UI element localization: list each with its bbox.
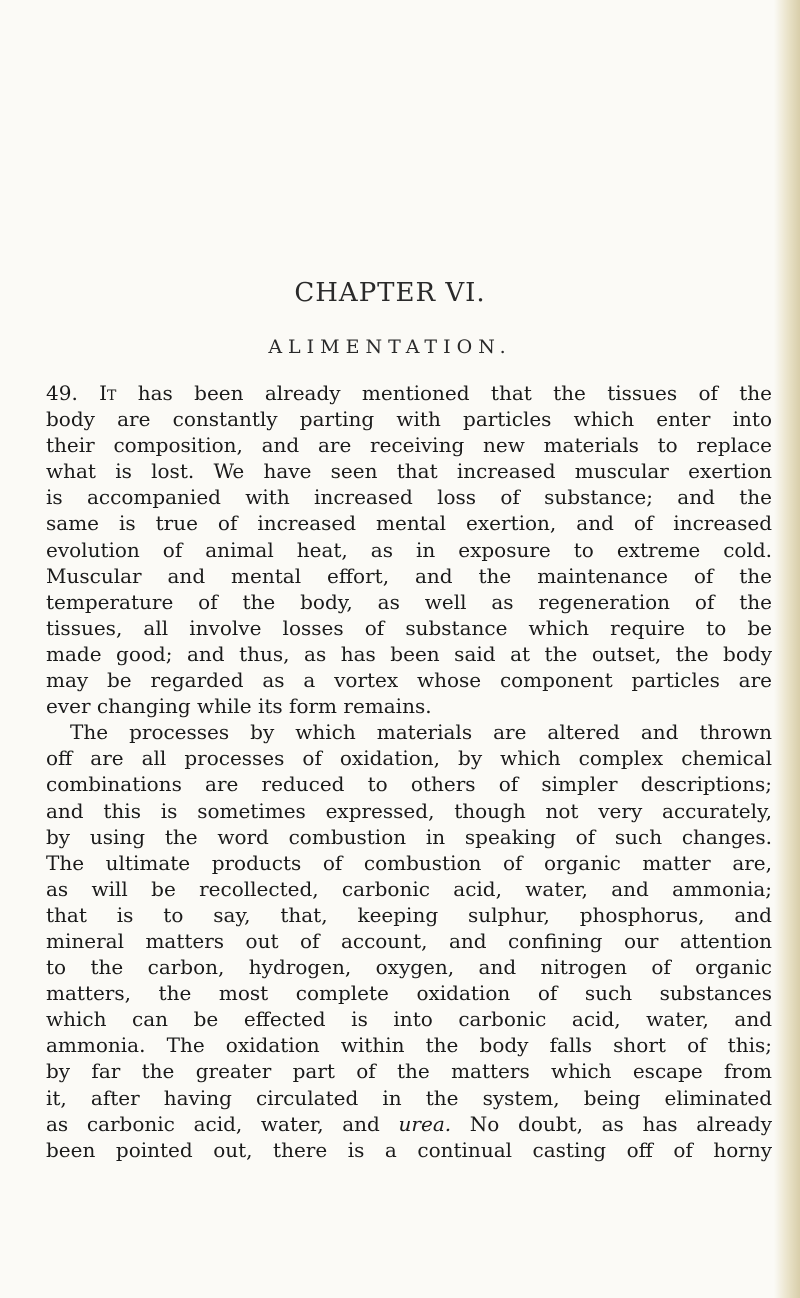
text-line: The processes by which materials are altered and thrown [70,720,772,745]
text-line: same is true of increased mental exertion, and of increased [46,511,772,536]
text-line: by using the word combustion in speaking of such changes. [46,824,772,849]
text-line: Muscular and mental effort, and the maintenance of the [46,563,772,588]
text-line-content: No doubt, as has already [469,1111,772,1136]
text-line: tissues, all involve losses of substance which require to be [46,615,772,640]
page-edge-shadow [774,0,800,1298]
chapter-subtitle: ALIMENTATION. [268,336,512,358]
text-line: temperature of the body, as well as regeneration of the [46,589,772,614]
text-line: been pointed out, there is a continual casting off of horny [46,1137,772,1162]
text-line: as will be recollected, carbonic acid, water, and ammonia; [46,876,772,901]
text-line-content: It has been already mentioned that the tissues of the [99,381,772,405]
text-line: their composition, and are receiving new materials to replace [46,433,772,458]
paragraph-number: 49. [46,381,78,405]
text-line: what is lost. We have seen that increased muscular exertion [46,459,772,484]
text-line: made good; and thus, as has been said at the outset, the body [46,641,772,666]
text-line: by far the greater part of the matters which escape from [46,1059,772,1084]
text-line: ever changing while its form remains. [46,694,432,719]
text-line: body are constantly parting with particles which enter into [46,407,772,432]
text-line: which can be effected is into carbonic acid, water, and [46,1007,772,1032]
text-line: may be regarded as a vortex whose component particles are [46,668,772,693]
text-line: combinations are reduced to others of simpler descriptions; [46,772,772,797]
text-line: evolution of animal heat, as in exposure to extreme cold. [46,537,772,562]
text-line: mineral matters out of account, and confining our attention [46,928,772,953]
text-line: and this is sometimes expressed, though not very accurately, [46,798,772,823]
text-line: it, after having circulated in the system, being eliminated [46,1085,772,1110]
text-line: is accompanied with increased loss of substance; and the [46,485,772,510]
body-text [46,380,772,1163]
text-line: that is to say, that, keeping sulphur, phosphorus, and [46,902,772,927]
text-line: matters, the most complete oxidation of such substances [46,981,772,1006]
text-line: to the carbon, hydrogen, oxygen, and nitrogen of organic [46,955,772,980]
text-line-content: as carbonic acid, water, and [46,1111,380,1136]
urea-word: urea. [398,1111,452,1136]
opening-word: It [99,381,117,405]
text-line: The ultimate products of combustion of organic matter are, [46,850,772,875]
text-line [46,380,772,406]
chapter-heading: CHAPTER VI. [294,278,486,308]
text-line: off are all processes of oxidation, by which complex chemical [46,746,772,771]
text-line: ammonia. The oxidation within the body falls short of this; [46,1033,772,1058]
text-line [46,1111,772,1137]
